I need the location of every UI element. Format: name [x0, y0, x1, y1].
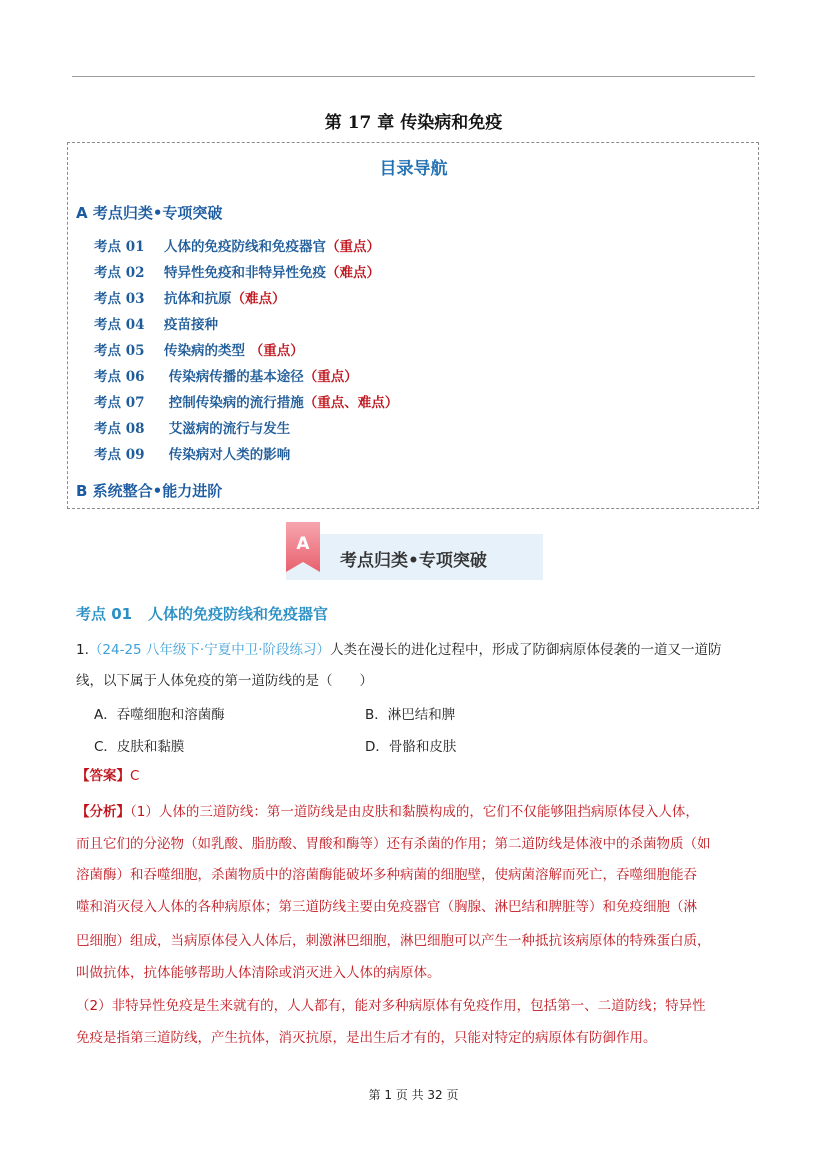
- banner-title: 考点归类•专项突破: [340, 551, 487, 571]
- kp01-heading: 考点 01 人体的免疫防线和免疫器官: [76, 605, 329, 623]
- header-rule: [72, 76, 755, 77]
- option-c: C．皮肤和黏膜: [94, 739, 185, 755]
- toc-section-b[interactable]: B 系统整合•能力进阶: [76, 482, 223, 500]
- option-b: B．淋巴结和脾: [365, 707, 456, 723]
- toc-item-08[interactable]: 考点 08 艾滋病的流行与发生: [94, 421, 291, 437]
- analysis-line-4: 噬和消灭侵入人体的各种病原体；第三道防线主要由免疫器官（胸腺、淋巴结和脾脏等）和免疫细胞（淋: [76, 899, 697, 915]
- toc-item-09[interactable]: 考点 09 传染病对人类的影响: [94, 447, 291, 463]
- analysis-line-3: 溶菌酶）和吞噬细胞，杀菌物质中的溶菌酶能破坏多种病菌的细胞壁，使病菌溶解而死亡，吞噬细胞能吞: [76, 867, 697, 883]
- toc-title: 目录导航: [379, 159, 448, 179]
- chapter-title: 第 17 章 传染病和免疫: [324, 113, 503, 133]
- toc-item-01[interactable]: 考点 01 人体的免疫防线和免疫器官（重点）: [94, 239, 380, 255]
- question-line-1: 1.（24-25 八年级下·宁夏中卫·阶段练习）人类在漫长的进化过程中，形成了防御病原体侵袭的一道又一道防: [76, 642, 722, 658]
- analysis-line-6: 叫做抗体，抗体能够帮助人体清除或消灭进入人体的病原体。: [76, 965, 441, 981]
- analysis-line-7: （2）非特异性免疫是生来就有的，人人都有，能对多种病原体有免疫作用，包括第一、二道防线；特异性: [76, 998, 706, 1014]
- option-d: D．骨骼和皮肤: [365, 739, 457, 755]
- toc-item-06[interactable]: 考点 06 传染病传播的基本途径（重点）: [94, 369, 358, 385]
- answer: 【答案】C: [76, 768, 140, 784]
- analysis-line-1: 【分析】（1）人体的三道防线：第一道防线是由皮肤和黏膜构成的，它们不仅能够阻挡病原体侵入人体，: [76, 804, 699, 820]
- option-a: A．吞噬细胞和溶菌酶: [94, 707, 225, 723]
- analysis-line-2: 而且它们的分泌物（如乳酸、脂肪酸、胃酸和酶等）还有杀菌的作用；第二道防线是体液中的杀菌物质（如: [76, 836, 711, 852]
- analysis-line-8: 免疫是指第三道防线，产生抗体，消灭抗原，是出生后才有的，只能对特定的病原体有防御作用。: [76, 1030, 657, 1046]
- toc-item-05[interactable]: 考点 05 传染病的类型 （重点）: [94, 343, 304, 359]
- toc-item-03[interactable]: 考点 03 抗体和抗原（难点）: [94, 291, 286, 307]
- toc-item-04[interactable]: 考点 04 疫苗接种: [94, 317, 218, 333]
- toc-item-02[interactable]: 考点 02 特异性免疫和非特异性免疫（难点）: [94, 265, 380, 281]
- analysis-line-5: 巴细胞）组成，当病原体侵入人体后，刺激淋巴细胞，淋巴细胞可以产生一种抵抗该病原体的特殊蛋白质，: [76, 933, 711, 949]
- banner-letter: A: [296, 534, 310, 554]
- toc-section-a[interactable]: A 考点归类•专项突破: [76, 204, 223, 222]
- question-line-2: 线，以下属于人体免疫的第一道防线的是（ ）: [76, 673, 373, 689]
- section-flag-icon: [286, 522, 320, 572]
- toc-item-07[interactable]: 考点 07 控制传染病的流行措施（重点、难点）: [94, 395, 399, 411]
- page-footer: 第 1 页 共 32 页: [368, 1088, 459, 1102]
